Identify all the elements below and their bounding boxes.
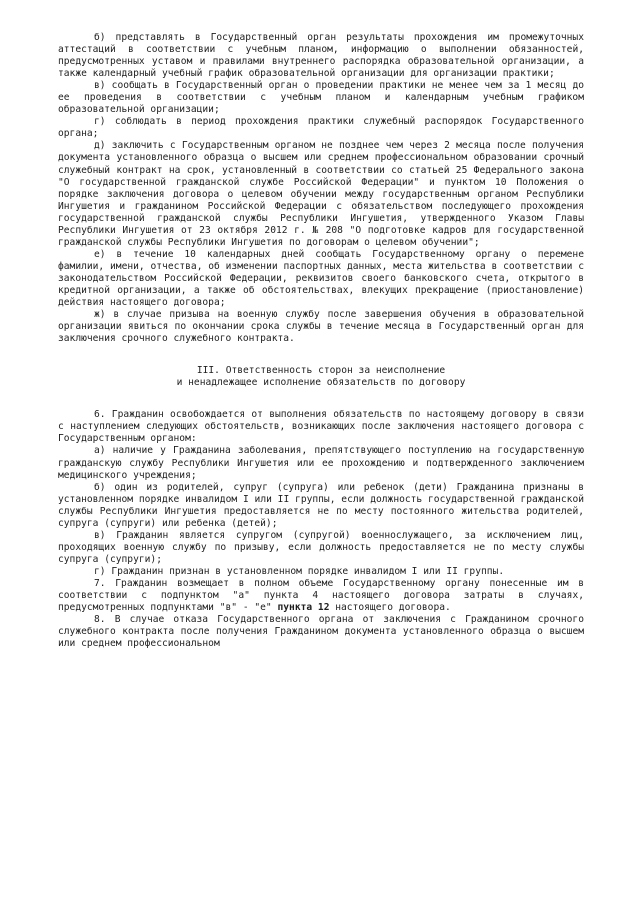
paragraph-v: в) сообщать в Государственный орган о проведении практики не менее чем за 1 месяц до ее проведения в соответствии с учебным планом и календарным учебным графиком образовательной организации; [58,80,584,116]
paragraph-e: е) в течение 10 календарных дней сообщать Государственному органу о перемене фамилии, имени, отчества, об изменении паспортных данных, места жительства в соответствии с законодательством Российской Федерации, реквизитов своего банковского счета, открытого в кредитной организации, а также об обстоятельствах, влекущих прекращение (приостановление) действия настоящего договора; [58,248,584,309]
paragraph-6g: г) Гражданин признан в установленном порядке инвалидом I или II группы. [94,565,505,577]
section-heading-line-2: и ненадлежащее исполнение обязательств по договору [176,377,466,389]
section-heading-line-1: III. Ответственность сторон за неисполнение [196,365,446,377]
paragraph-7-main: 7. Гражданин возмещает в полном объеме Государственному органу понесенные им в соответствии с подпунктом "а" пункта 4 настоящего договора затраты в случаях, предусмотренных подпунктами "в" - "е" [58,577,584,614]
paragraph-7 [58,578,584,614]
paragraph-7-bold-ref: пункта 12 [277,602,330,614]
paragraph-6b: б) один из родителей, супруг (супруга) или ребенок (дети) Гражданина признаны в установленном порядке инвалидом I или II группы, если должность государственной гражданской службы Республики Ингушетия предоставляется не по месту постоянного жительства родителей, супруга (супруги) или ребенка (детей); [58,481,584,529]
paragraph-6: 6. Гражданин освобождается от выполнения обязательств по настоящему договору в связи с наступлением следующих обстоятельств, возникающих после заключения настоящего договора с Государственным органом: [58,409,584,445]
document-page [58,32,584,650]
paragraph-g: г) соблюдать в период прохождения практики служебный распорядок Государственного органа; [58,116,584,140]
paragraph-8: 8. В случае отказа Государственного органа от заключения с Гражданином срочного служебного контракта после получения Гражданином документа установленного образца о высшем или среднем профессиональном [58,614,584,650]
paragraph-zh: ж) в случае призыва на военную службу после завершения обучения в образовательной организации явиться по окончании срока службы в течение месяца в Государственный орган для заключения срочного служебного контракта. [58,309,584,345]
paragraph-6v: в) Гражданин является супругом (супругой) военнослужащего, за исключением лиц, проходящих военную службу по призыву, если должность предоставляется не по месту службы супруга (супруги); [58,529,584,565]
paragraph-6a: а) наличие у Гражданина заболевания, препятствующего поступлению на государственную гражданскую службу Республики Ингушетия или ее прохождению и подтвержденного заключением медицинского учреждения; [58,445,584,481]
spacer [58,389,584,409]
paragraph-d: д) заключить с Государственным органом не позднее чем через 2 месяца после получения документа установленного образца о высшем или среднем профессиональном образовании срочный служебный контракт на срок, установленный в соответствии со статьей 25 Федерального закона "О государственной гражданской службе Российской Федерации" и пунктом 10 Положения о порядке заключения договора о целевом обучении между государственным органом Республики Ингушетия и гражданином Российской Федерации с обязательством последующего прохождения государственной гражданской службы Республики Ингушетия, утвержденного Указом Главы Республики Ингушетия от 23 октября 2012 г. № 208 "О подготовке кадров для государственной гражданской службы Республики Ингушетия по договорам о целевом обучении"; [58,140,584,248]
paragraph-7-tail: настоящего договора. [329,602,451,614]
paragraph-b: б) представлять в Государственный орган результаты прохождения им промежуточных аттестаций в соответствии с учебным планом, информацию о выполнении обязанностей, предусмотренных уставом и правилами внутреннего распорядка образовательной организации, а также календарный учебный график образовательной организации для организации практики; [58,32,584,80]
spacer [58,345,584,365]
